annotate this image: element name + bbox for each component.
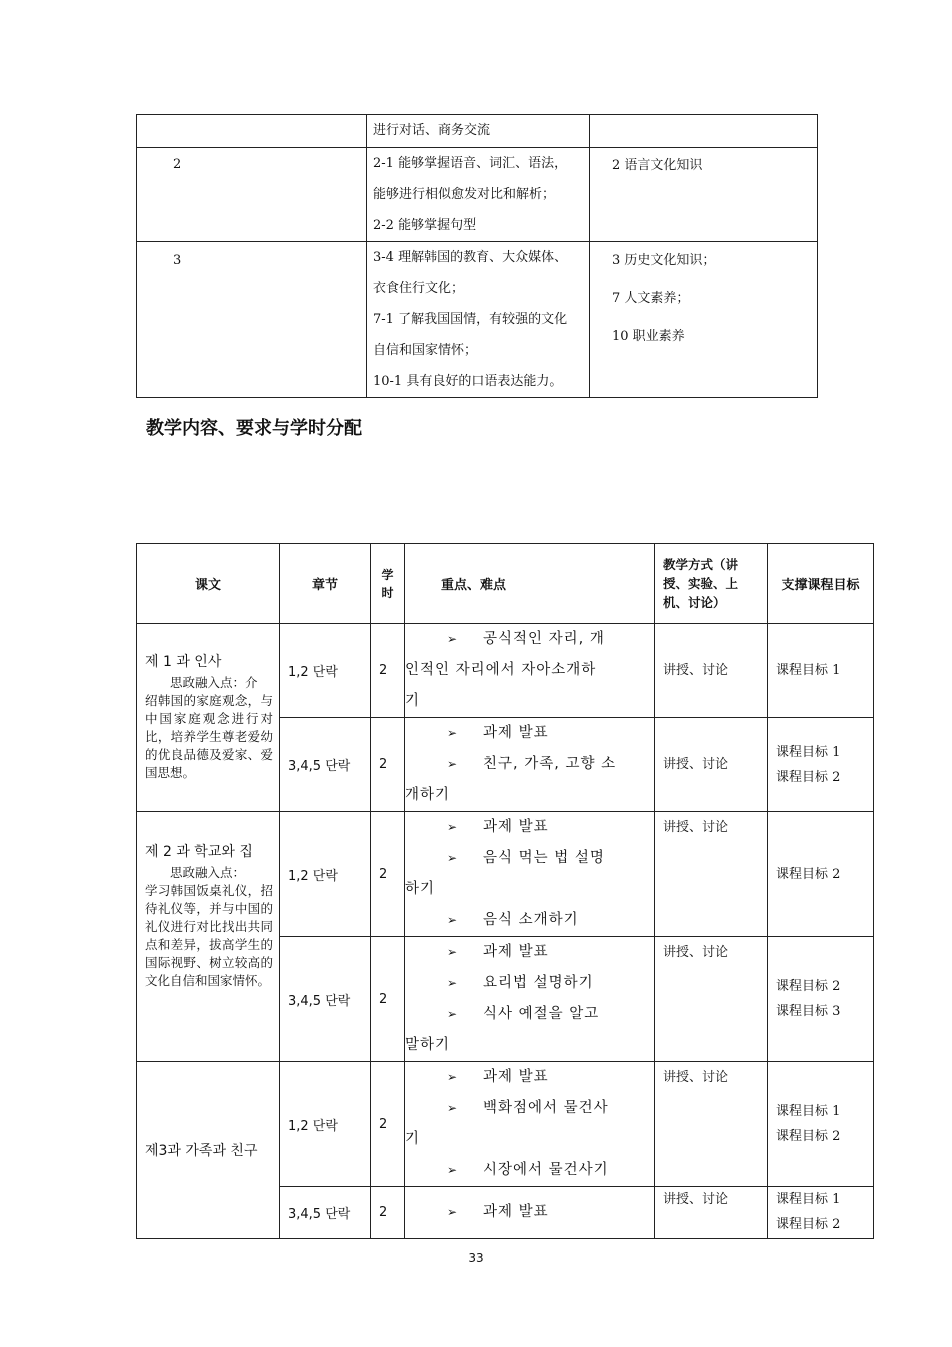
note-label	[145, 674, 273, 692]
points-cell	[405, 937, 655, 1062]
detail-line: 衣食住行文化；	[373, 281, 465, 296]
bullet-arrow-icon: ➢	[447, 820, 459, 834]
bullet-arrow-icon: ➢	[447, 976, 459, 990]
method-cell: 讲授、讨论	[655, 718, 768, 812]
bullet-arrow-icon: ➢	[447, 945, 459, 959]
point-line	[447, 999, 646, 1030]
method-cell: 讲授、讨论	[655, 624, 768, 718]
note-label-tail: 介	[245, 675, 258, 690]
point-line	[447, 968, 646, 999]
bullet-arrow-icon: ➢	[447, 757, 459, 771]
point-line	[447, 718, 646, 749]
point-line	[447, 1062, 646, 1093]
method-cell: 讲授、讨论	[655, 1062, 768, 1187]
goal-line: 课程目标 2	[776, 979, 841, 994]
table-cell	[367, 242, 590, 398]
point-text: 과제 발표	[483, 1069, 549, 1085]
point-text: 공식적인 자리, 개	[483, 631, 605, 647]
header-lesson: 课文	[137, 544, 280, 624]
point-text: 과제 발표	[483, 1204, 549, 1220]
point-line	[447, 812, 646, 843]
point-line: 하기	[405, 881, 436, 897]
goal-line: 课程目标 1	[776, 663, 841, 678]
table-row	[137, 115, 818, 148]
detail-line: 10-1 具有良好的口语表达能力。	[373, 374, 563, 389]
point-text: 과제 발표	[483, 944, 549, 960]
point-line	[447, 937, 646, 968]
hours-cell: 2	[371, 718, 405, 812]
point-line: 기	[405, 1131, 421, 1147]
point-line: 인적인 자리에서 자아소개하	[405, 662, 597, 678]
table-row	[137, 1062, 874, 1187]
chapter-cell: 3,4,5 단락	[280, 937, 371, 1062]
goal-line: 课程目标 2	[776, 866, 841, 882]
lesson-title: 제3과 가족과 친구	[145, 1143, 258, 1159]
header-goal: 支撑课程目标	[768, 544, 874, 624]
detail-line: 自信和国家情怀；	[373, 343, 478, 358]
table-cell	[590, 242, 818, 398]
detail-line: 7-1 了解我国国情，有较强的文化	[373, 312, 568, 327]
goal-line: 课程目标 1	[776, 1104, 841, 1119]
note-label: 思政融入点：	[170, 865, 246, 880]
bullet-arrow-icon: ➢	[447, 1007, 459, 1021]
page-number: 33	[468, 1251, 484, 1265]
goal-cell	[768, 1062, 874, 1187]
detail-line: 2-1 能够掌握语音、词汇、语法，	[373, 156, 568, 171]
bullet-arrow-icon: ➢	[447, 1070, 459, 1084]
chapter-cell: 1,2 단락	[280, 624, 371, 718]
table-cell	[137, 148, 367, 242]
bullet-arrow-icon: ➢	[447, 913, 459, 927]
header-method: 教学方式（讲授、实验、上机、讨论）	[655, 544, 768, 624]
table-cell	[590, 148, 818, 242]
points-cell	[405, 624, 655, 718]
table-row	[137, 242, 818, 398]
goal-line: 10 职业素养	[612, 329, 685, 344]
bullet-arrow-icon: ➢	[447, 726, 459, 740]
chapter-cell: 3,4,5 단락	[280, 718, 371, 812]
point-text: 요리법 설명하기	[483, 975, 594, 991]
goal-line: 2 语言文化知识	[612, 158, 703, 173]
point-line: 말하기	[405, 1037, 451, 1053]
goal-line: 3 历史文化知识；	[612, 253, 716, 268]
note-label-text: 思政融入点：	[170, 675, 246, 690]
point-line	[447, 1155, 646, 1186]
chapter-cell: 1,2 단락	[280, 812, 371, 937]
hours-cell: 2	[371, 937, 405, 1062]
point-line	[447, 749, 646, 780]
point-line	[447, 1197, 646, 1228]
lesson-cell	[137, 1062, 280, 1239]
header-points: 重点、难点	[405, 544, 655, 624]
point-text: 식사 예절을 알고	[483, 1006, 600, 1022]
detail-line: 进行对话、商务交流	[373, 123, 491, 138]
point-text: 시장에서 물건사기	[483, 1162, 609, 1178]
row-number: 2	[173, 157, 182, 172]
content-table	[136, 543, 874, 1239]
goal-line: 课程目标 3	[776, 1004, 841, 1019]
lesson-title: 제 1 과 인사	[145, 654, 222, 670]
chapter-cell: 3,4,5 단락	[280, 1187, 371, 1239]
goal-cell	[768, 718, 874, 812]
goal-line: 课程目标 2	[776, 769, 841, 785]
point-text: 과제 발표	[483, 725, 549, 741]
method-cell: 讲授、讨论	[655, 1187, 768, 1239]
table-header-row	[137, 544, 874, 624]
detail-line: 3-4 理解韩国的教育、大众媒体、	[373, 250, 568, 265]
goal-line: 课程目标 2	[776, 1217, 841, 1232]
point-line	[447, 624, 646, 655]
points-cell	[405, 718, 655, 812]
points-cell	[405, 1062, 655, 1187]
goal-cell	[768, 937, 874, 1062]
goal-line: 课程目标 1	[776, 1192, 841, 1207]
section-heading: 教学内容、要求与学时分配	[146, 418, 362, 439]
point-text: 음식 소개하기	[483, 912, 579, 928]
detail-line: 能够进行相似愈发对比和解析；	[373, 187, 556, 202]
hours-cell: 2	[371, 812, 405, 937]
point-line: 개하기	[405, 787, 451, 803]
row-number: 3	[173, 253, 182, 268]
point-line	[447, 843, 646, 874]
point-text: 친구, 가족, 고향 소	[483, 756, 617, 772]
point-line: 기	[405, 693, 421, 709]
note-text: 绍韩国的家庭观念，与中国家庭观念进行对比，培养学生尊老爱幼的优良品德及爱家、爱国思想。	[145, 693, 273, 780]
table-cell	[590, 115, 818, 148]
header-hours: 学时	[371, 544, 405, 624]
bullet-arrow-icon: ➢	[447, 1101, 459, 1115]
point-line	[447, 905, 646, 936]
hours-cell: 2	[371, 1062, 405, 1187]
bullet-arrow-icon: ➢	[447, 1163, 459, 1177]
points-cell	[405, 812, 655, 937]
lesson-title: 제 2 과 학교와 집	[145, 844, 253, 860]
detail-line: 2-2 能够掌握句型	[373, 218, 477, 233]
point-line	[447, 1093, 646, 1124]
goal-line: 课程目标 2	[776, 1129, 841, 1144]
bullet-arrow-icon: ➢	[447, 851, 459, 865]
hours-cell: 2	[371, 624, 405, 718]
hours-cell: 2	[371, 1187, 405, 1239]
table-row	[137, 624, 874, 718]
point-text: 과제 발표	[483, 819, 549, 835]
table-row	[137, 812, 874, 937]
goal-cell	[768, 624, 874, 718]
method-cell: 讲授、讨论	[655, 937, 768, 1062]
table-cell	[137, 242, 367, 398]
table-row	[137, 148, 818, 242]
header-chapter: 章节	[280, 544, 371, 624]
point-text: 음식 먹는 법 설명	[483, 850, 605, 866]
point-text: 백화점에서 물건사	[483, 1100, 609, 1116]
goal-line: 课程目标 1	[776, 744, 841, 760]
points-cell	[405, 1187, 655, 1239]
note-text: 学习韩国饭桌礼仪，招待礼仪等，并与中国的礼仪进行对比找出共同点和差异，拔高学生的国际视野、树立较高的文化自信和国家情怀。	[145, 883, 273, 988]
lesson-cell	[137, 812, 280, 1062]
goal-line: 7 人文素养；	[612, 291, 690, 306]
goal-cell	[768, 1187, 874, 1239]
lesson-cell	[137, 624, 280, 812]
method-cell: 讲授、讨论	[655, 812, 768, 937]
table-cell	[367, 115, 590, 148]
lesson-note	[145, 674, 273, 782]
table-cell	[137, 115, 367, 148]
goal-cell	[768, 812, 874, 937]
bullet-arrow-icon: ➢	[447, 1205, 459, 1219]
bullet-arrow-icon: ➢	[447, 632, 459, 646]
lesson-note	[145, 864, 273, 990]
objectives-table	[136, 114, 818, 398]
table-cell	[367, 148, 590, 242]
chapter-cell: 1,2 단락	[280, 1062, 371, 1187]
